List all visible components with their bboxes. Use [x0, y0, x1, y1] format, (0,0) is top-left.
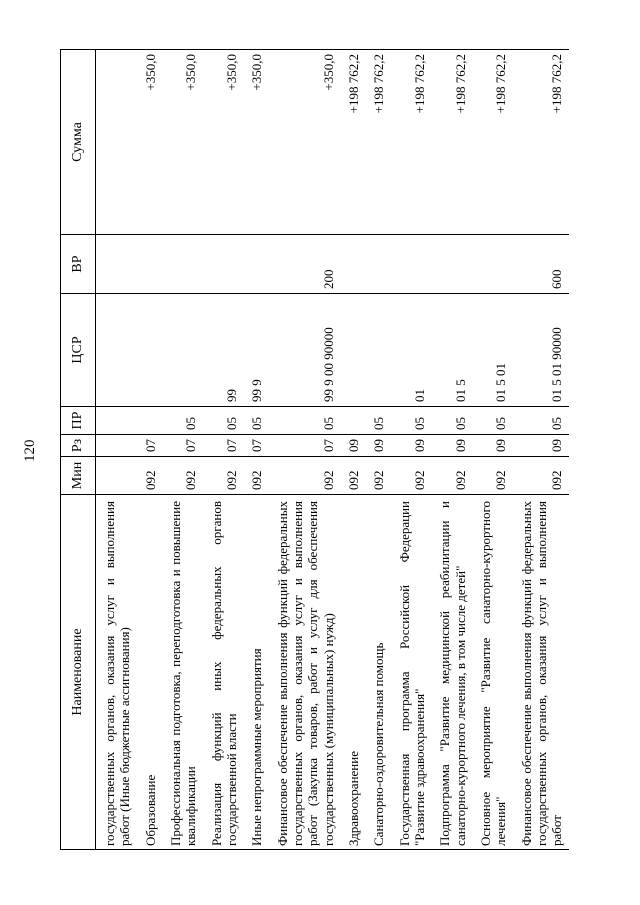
table-body — [96, 50, 569, 850]
cell-pr: 05 — [365, 407, 390, 435]
cell-min: 092 — [203, 457, 244, 495]
cell-vr — [365, 235, 390, 294]
cell-sum: +198 762,2 — [365, 50, 390, 235]
cell-csr — [365, 294, 390, 407]
cell-sum: +198 762,2 — [472, 50, 513, 235]
cell-rz: 07 — [269, 435, 340, 457]
cell-name: Профессиональная подготовка, переподготовка и повышение квалификации — [162, 495, 203, 850]
cell-name: Подпрограмма "Развитие медицинской реабилитации и санаторно-курортного лечения, в том числе детей" — [431, 495, 472, 850]
cell-min: 092 — [162, 457, 203, 495]
cell-name: Реализация функций иных федеральных органов государственной власти — [203, 495, 244, 850]
table-row — [162, 50, 203, 850]
cell-min: 092 — [365, 457, 390, 495]
cell-rz: 07 — [137, 435, 162, 457]
cell-sum: +350,0 — [137, 50, 162, 235]
cell-rz: 07 — [203, 435, 244, 457]
header-sum: Сумма — [61, 50, 96, 235]
cell-csr: 01 5 — [431, 294, 472, 407]
cell-vr: 200 — [269, 235, 340, 294]
cell-pr: 05 — [391, 407, 432, 435]
budget-table-rotated — [60, 50, 585, 850]
cell-name: Финансовое обеспечение выполнения функций федеральных государственных органов, оказания услуг и выполнения работ — [513, 495, 569, 850]
cell-rz: 09 — [431, 435, 472, 457]
cell-csr — [340, 294, 365, 407]
header-csr: ЦСР — [61, 294, 96, 407]
cell-vr: 600 — [513, 235, 569, 294]
cell-vr — [203, 235, 244, 294]
cell-pr — [340, 407, 365, 435]
cell-min: 092 — [340, 457, 365, 495]
cell-name: Иные непрограммные мероприятия — [243, 495, 268, 850]
cell-min: 092 — [243, 457, 268, 495]
cell-csr: 99 9 — [243, 294, 268, 407]
cell-rz: 09 — [472, 435, 513, 457]
cell-pr: 05 — [472, 407, 513, 435]
cell-vr — [431, 235, 472, 294]
cell-min — [96, 457, 137, 495]
cell-vr — [96, 235, 137, 294]
cell-min: 092 — [137, 457, 162, 495]
cell-sum: +198 762,2 — [513, 50, 569, 235]
cell-min: 092 — [472, 457, 513, 495]
cell-pr: 05 — [203, 407, 244, 435]
cell-vr — [391, 235, 432, 294]
table-row — [472, 50, 513, 850]
cell-vr — [472, 235, 513, 294]
cell-rz: 09 — [391, 435, 432, 457]
table-row — [243, 50, 268, 850]
cell-csr: 99 9 00 90000 — [269, 294, 340, 407]
cell-pr — [96, 407, 137, 435]
table-row — [340, 50, 365, 850]
cell-rz: 07 — [243, 435, 268, 457]
cell-vr — [340, 235, 365, 294]
table-row — [431, 50, 472, 850]
table-row — [137, 50, 162, 850]
table-row — [365, 50, 390, 850]
cell-csr: 01 — [391, 294, 432, 407]
header-pr: ПР — [61, 407, 96, 435]
cell-name: Санаторно-оздоровительная помощь — [365, 495, 390, 850]
cell-sum: +198 762,2 — [340, 50, 365, 235]
cell-pr: 05 — [431, 407, 472, 435]
cell-csr — [137, 294, 162, 407]
cell-pr: 05 — [269, 407, 340, 435]
header-vr: ВР — [61, 235, 96, 294]
cell-vr — [137, 235, 162, 294]
table-row — [96, 50, 137, 850]
cell-name: Образование — [137, 495, 162, 850]
cell-pr — [137, 407, 162, 435]
cell-min: 092 — [513, 457, 569, 495]
cell-csr: 99 — [203, 294, 244, 407]
cell-pr: 05 — [162, 407, 203, 435]
cell-name: Здравоохранение — [340, 495, 365, 850]
cell-sum: +198 762,2 — [431, 50, 472, 235]
cell-pr: 05 — [513, 407, 569, 435]
header-min: Мин — [61, 457, 96, 495]
cell-name: Финансовое обеспечение выполнения функций федеральных государственных органов, оказания услуг и выполнения работ (Закупка товаров, работ и услуг для обеспечения государственных (муниципальных) нужд) — [269, 495, 340, 850]
cell-sum: +350,0 — [269, 50, 340, 235]
cell-rz: 07 — [162, 435, 203, 457]
table-row — [391, 50, 432, 850]
budget-table — [60, 49, 569, 850]
header-name: Наименование — [61, 495, 96, 850]
cell-sum — [96, 50, 137, 235]
table-row — [269, 50, 340, 850]
header-rz: Рз — [61, 435, 96, 457]
table-row — [513, 50, 569, 850]
cell-vr — [243, 235, 268, 294]
cell-csr — [162, 294, 203, 407]
table-row — [203, 50, 244, 850]
cell-rz: 09 — [513, 435, 569, 457]
cell-csr: 01 5 01 90000 — [513, 294, 569, 407]
page-number: 120 — [22, 439, 38, 462]
cell-name: государственных органов, оказания услуг и выполнения работ (Иные бюджетные ассигнования) — [96, 495, 137, 850]
cell-rz: 09 — [365, 435, 390, 457]
cell-min: 092 — [391, 457, 432, 495]
cell-rz: 09 — [340, 435, 365, 457]
cell-vr — [162, 235, 203, 294]
cell-rz — [96, 435, 137, 457]
cell-min: 092 — [431, 457, 472, 495]
cell-name: Основное мероприятие "Развитие санаторно-курортного лечения" — [472, 495, 513, 850]
cell-sum: +198 762,2 — [391, 50, 432, 235]
cell-sum: +350,0 — [162, 50, 203, 235]
cell-sum: +350,0 — [203, 50, 244, 235]
cell-pr: 05 — [243, 407, 268, 435]
cell-name: Государственная программа Российской Федерации "Развитие здравоохранения" — [391, 495, 432, 850]
cell-csr — [96, 294, 137, 407]
table-header — [61, 50, 96, 850]
cell-min: 092 — [269, 457, 340, 495]
cell-csr: 01 5 01 — [472, 294, 513, 407]
cell-sum: +350,0 — [243, 50, 268, 235]
